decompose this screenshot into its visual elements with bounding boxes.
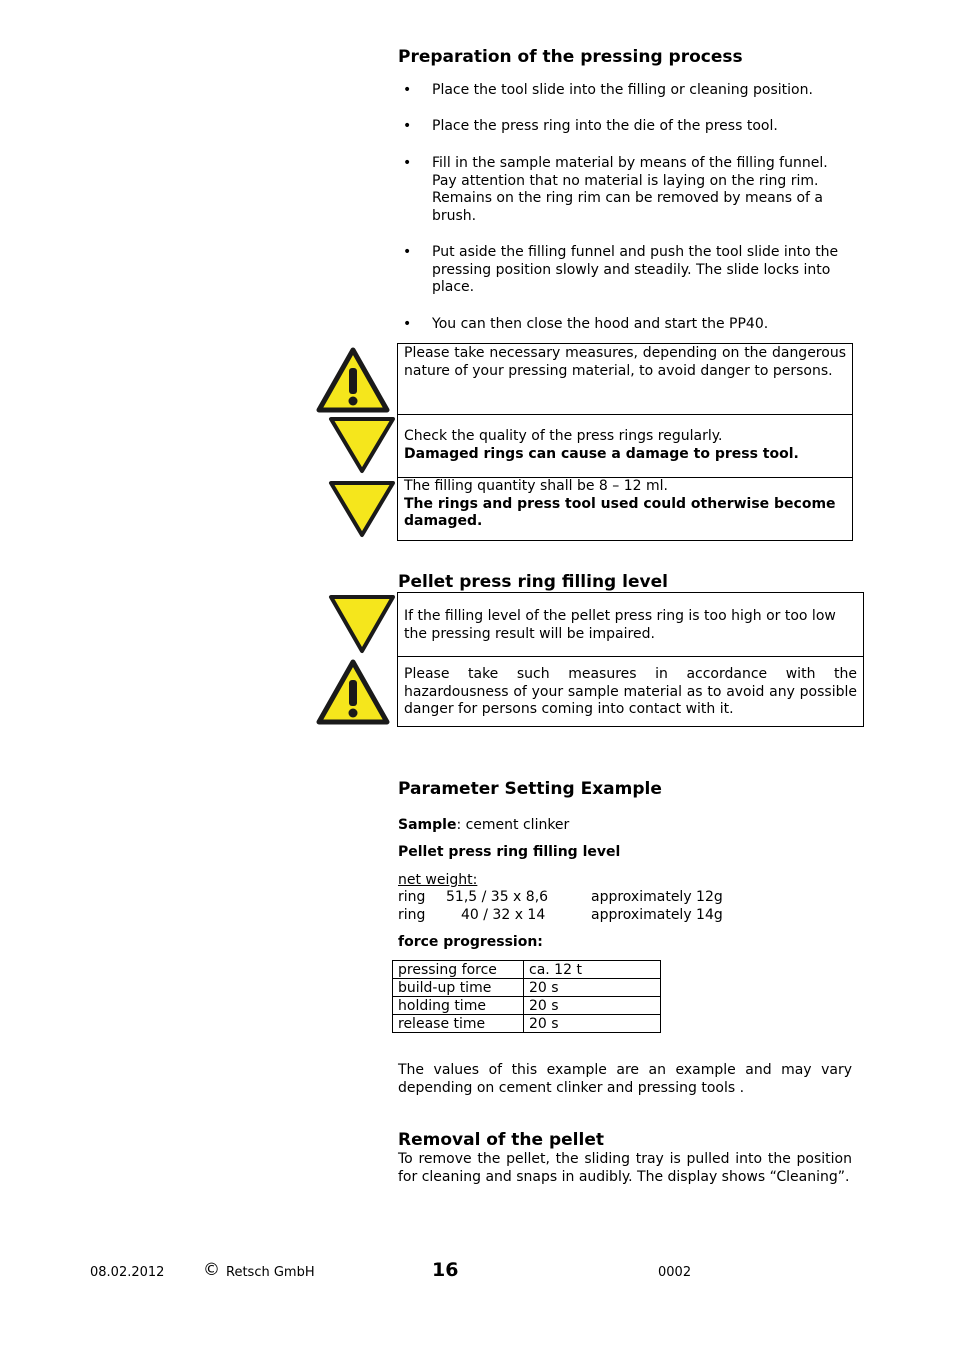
- table-row: [393, 961, 661, 979]
- warning-row-2: [398, 666, 863, 719]
- table-cell: 20 s: [524, 1015, 661, 1033]
- footer-date: 08.02.2012: [90, 1265, 165, 1280]
- parameter-note: The values of this example are an example and may vary depending on cement clinker and pressing tools .: [398, 1062, 852, 1096]
- table-cell: ca. 12 t: [524, 961, 661, 979]
- ring-dims: 51,5 / 35 x 8,6: [446, 889, 549, 905]
- table-cell: build-up time: [393, 979, 524, 997]
- table-cell: 20 s: [524, 979, 661, 997]
- preparation-bullet-5: You can then close the hood and start the PP40.: [432, 316, 769, 332]
- warning-row-1: [398, 345, 852, 415]
- page-number: 16: [432, 1259, 459, 1281]
- divider: [398, 656, 863, 657]
- force-table: [392, 960, 661, 1033]
- warning-text: Please take necessary measures, depending on the dangerous nature of your pressing material, to avoid danger to persons.: [404, 345, 846, 379]
- warning-box-2: [397, 592, 864, 727]
- warning-text-bold: The rings and press tool used could otherwise become damaged.: [404, 495, 836, 529]
- sample-value: : cement clinker: [456, 817, 570, 833]
- footer-company: Retsch GmbH: [226, 1265, 315, 1280]
- warning-text-bold: Damaged rings can cause a damage to press tool.: [404, 445, 799, 462]
- warning-row-2: [398, 428, 852, 463]
- warning-text: Please take such measures in accordance with the hazardousness of your sample material as to avoid any possible danger for persons coming into contact with it.: [404, 666, 857, 717]
- bullet-symbol: •: [403, 316, 412, 332]
- ring-name: ring: [398, 889, 426, 905]
- warning-exclamation-icon: [316, 658, 390, 726]
- filling-level-label: Pellet press ring filling level: [398, 844, 621, 860]
- parameter-heading: Parameter Setting Example: [398, 779, 662, 799]
- table-cell: release time: [393, 1015, 524, 1033]
- preparation-bullet-4: Put aside the filling funnel and push the tool slide into the pressing position slowly and steadily. The slide locks into place.: [432, 244, 839, 295]
- preparation-heading: Preparation of the pressing process: [398, 47, 743, 67]
- warning-triangle-icon: [328, 416, 396, 474]
- removal-heading: Removal of the pellet: [398, 1130, 604, 1150]
- bullet-symbol: •: [403, 82, 412, 98]
- copyright-icon: ©: [203, 1260, 220, 1280]
- warning-text: The filling quantity shall be 8 – 12 ml.: [404, 478, 668, 494]
- filling-level-heading: Pellet press ring filling level: [398, 572, 668, 592]
- force-progression-label: force progression:: [398, 934, 543, 950]
- bullet-symbol: •: [403, 155, 412, 171]
- table-cell: holding time: [393, 997, 524, 1015]
- warning-triangle-icon: [328, 480, 396, 538]
- net-weight-label: net weight:: [398, 872, 478, 888]
- warning-triangle-icon: [328, 594, 396, 654]
- warning-row-3: [398, 478, 852, 531]
- ring-dims: 40 / 32 x 14: [461, 907, 546, 923]
- ring-weight: approximately 14g: [591, 907, 723, 923]
- table-row: [393, 979, 661, 997]
- warning-exclamation-icon: [316, 346, 390, 414]
- preparation-bullet-3: Fill in the sample material by means of the filling funnel. Pay attention that no material is laying on the ring rim. Remains on the ring rim can be removed by means of a brush.: [432, 155, 828, 224]
- sample-label: Sample: [398, 817, 457, 833]
- ring-weight: approximately 12g: [591, 889, 723, 905]
- divider: [398, 414, 852, 415]
- preparation-bullet-2: Place the press ring into the die of the press tool.: [432, 118, 778, 134]
- removal-text: To remove the pellet, the sliding tray is pulled into the position for cleaning and snaps in audibly. The display shows “Cleaning”.: [398, 1151, 852, 1185]
- table-cell: 20 s: [524, 997, 661, 1015]
- warning-row-1: [398, 608, 863, 643]
- bullet-symbol: •: [403, 244, 412, 260]
- sample-line: [398, 817, 569, 835]
- bullet-symbol: •: [403, 118, 412, 134]
- warning-text: Check the quality of the press rings regularly.: [404, 428, 723, 444]
- table-row: [393, 997, 661, 1015]
- footer-code: 0002: [658, 1265, 692, 1280]
- table-cell: pressing force: [393, 961, 524, 979]
- warning-text: If the filling level of the pellet press ring is too high or too low the pressing result will be impaired.: [404, 608, 836, 642]
- table-row: [393, 1015, 661, 1033]
- ring-name: ring: [398, 907, 426, 923]
- preparation-bullet-1: Place the tool slide into the filling or cleaning position.: [432, 82, 813, 98]
- warning-box-1: [397, 343, 853, 541]
